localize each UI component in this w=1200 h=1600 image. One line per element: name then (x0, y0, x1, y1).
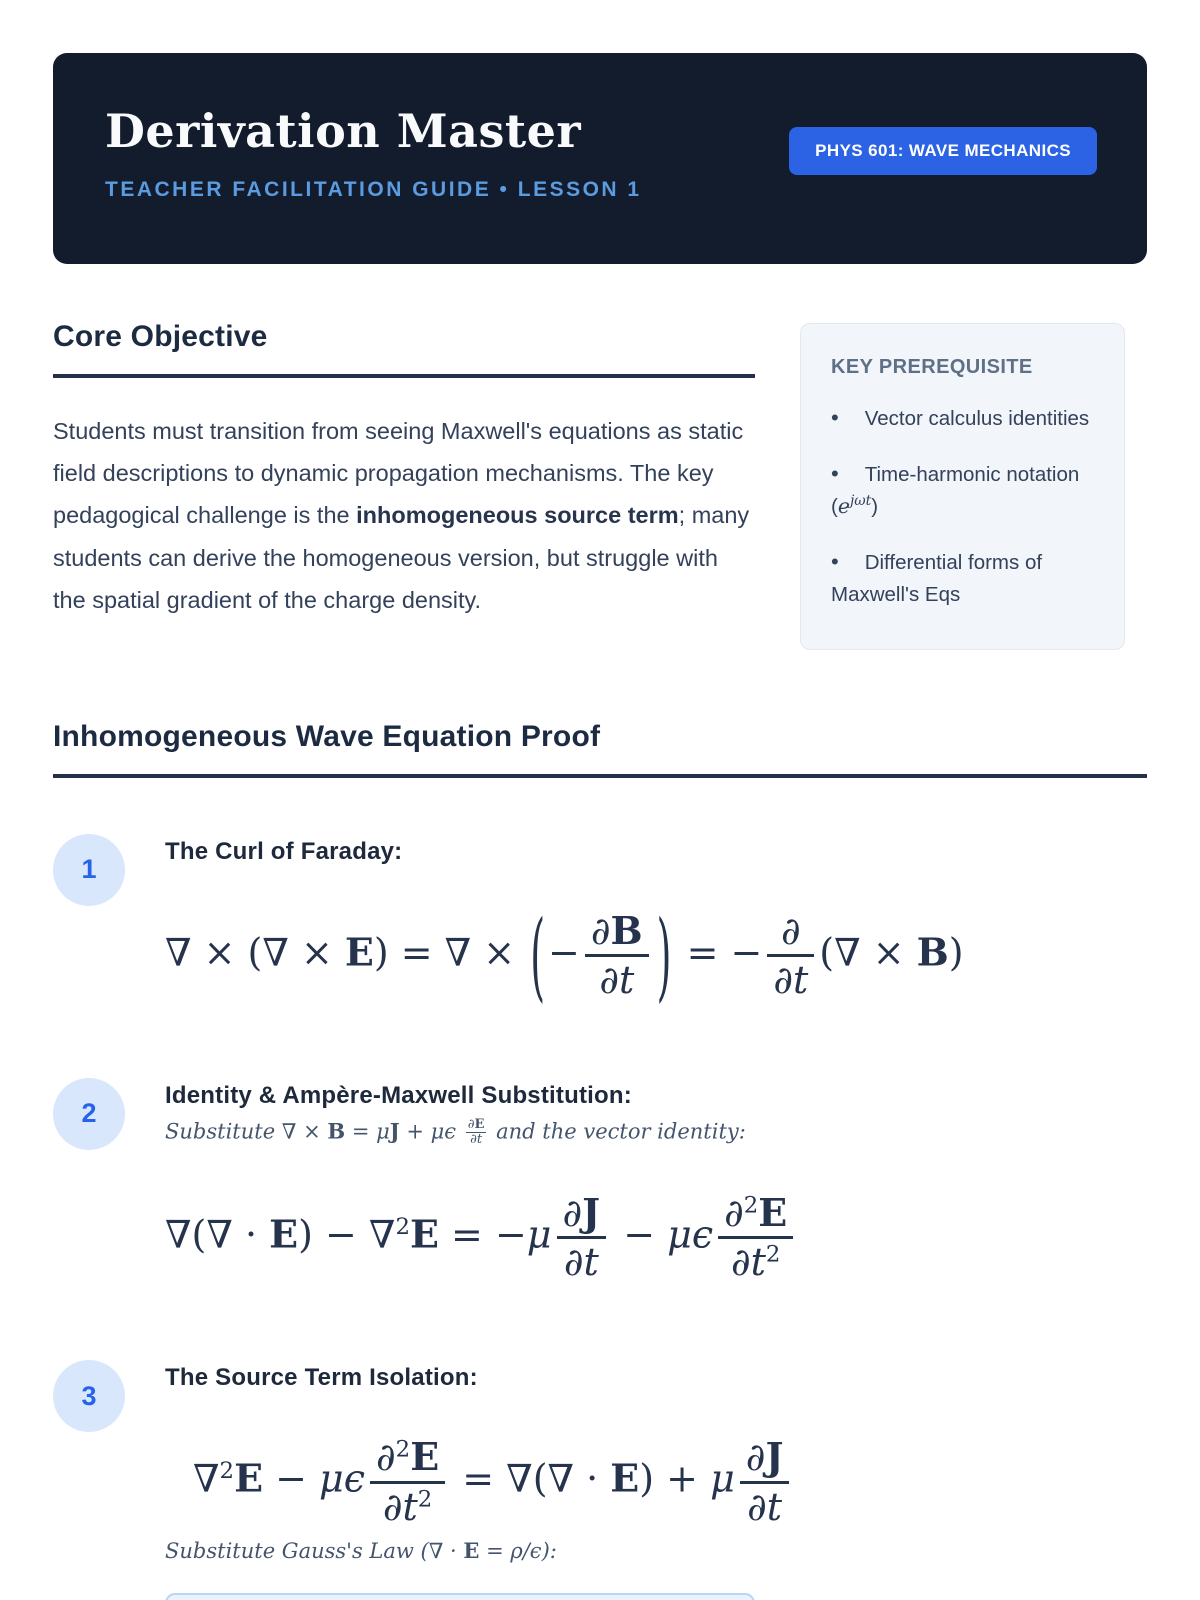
step-equation: ∇(∇ · E) − ∇$^2$E = −μ $\frac{\partial J}{\partial t}$ − μϵ $\frac{\partial^2E}{\partial t^2}$ (165, 1190, 1147, 1286)
step-title: Identity & Ampère-Maxwell Substitution: (165, 1081, 632, 1109)
paragraph-text-bold: inhomogeneous source term (356, 502, 679, 529)
step-note: Substitute Gauss's Law (∇ · E = ρ/ϵ): (165, 1538, 557, 1564)
header-card (53, 53, 1147, 264)
prerequisite-heading: KEY PREREQUISITE (831, 355, 1033, 378)
paragraph-text-before: Students must transition from seeing Maxwell's equations as static field descriptions to dynamic propagation mechanisms. The key pedagogical challenge is the (53, 417, 744, 529)
proof-heading: Inhomogeneous Wave Equation Proof (53, 719, 601, 753)
prerequisite-item: • Vector calculus identities (831, 401, 1094, 435)
step-3 (53, 1354, 1147, 1600)
step-equation: ∇ × (∇ × E) = ∇ × (− $\frac{\partial B}{\partial t}$ ) = − $\frac{\partial}{\partial t}$ (∇ × B) (165, 899, 964, 1012)
prerequisite-card (800, 323, 1125, 650)
step-note: Substitute ∇ × B = μJ + μϵ $\frac{\partial E}{\partial t}$ and the vector identity: (165, 1116, 746, 1148)
page-title: Derivation Master (105, 104, 582, 158)
answer-box (165, 1593, 755, 1600)
paragraph-text-after: ; many students can derive the homogeneous version, but struggle with the spatial gradient of the charge density. (53, 502, 750, 614)
step-title: The Curl of Faraday: (165, 837, 403, 865)
core-objective-column (53, 320, 755, 650)
step-number-badge: 2 (53, 1078, 125, 1150)
step-1 (53, 828, 1147, 1010)
step-title: The Source Term Isolation: (165, 1364, 478, 1392)
header-left (105, 105, 642, 202)
course-badge: PHYS 601: WAVE MECHANICS (789, 127, 1097, 175)
prerequisite-item: • Time-harmonic notation $(e^{j\omega t})$ (831, 457, 1094, 523)
core-objective-section (53, 320, 1147, 650)
prerequisite-item: • Differential forms of Maxwell's Eqs (831, 545, 1094, 611)
proof-section (53, 720, 1147, 1600)
step-number-badge: 3 (53, 1360, 125, 1432)
prerequisite-list (831, 401, 1094, 611)
step-equation: ∇$^2$E − μϵ $\frac{\partial^2E}{\partial t^2}$ = ∇(∇ · E) + μ $\frac{\partial J}{\partial t}$ (165, 1434, 1147, 1530)
step-content (165, 1354, 1147, 1600)
core-objective-rule (53, 374, 755, 378)
step-2 (53, 1072, 1147, 1292)
proof-rule (53, 774, 1147, 778)
step-content (165, 828, 1147, 1010)
core-objective-paragraph (53, 410, 755, 621)
step-number-badge: 1 (53, 834, 125, 906)
page-subtitle: TEACHER FACILITATION GUIDE • LESSON 1 (105, 177, 642, 201)
step-content (165, 1072, 1147, 1292)
core-objective-heading: Core Objective (53, 319, 268, 353)
proof-steps (53, 828, 1147, 1600)
